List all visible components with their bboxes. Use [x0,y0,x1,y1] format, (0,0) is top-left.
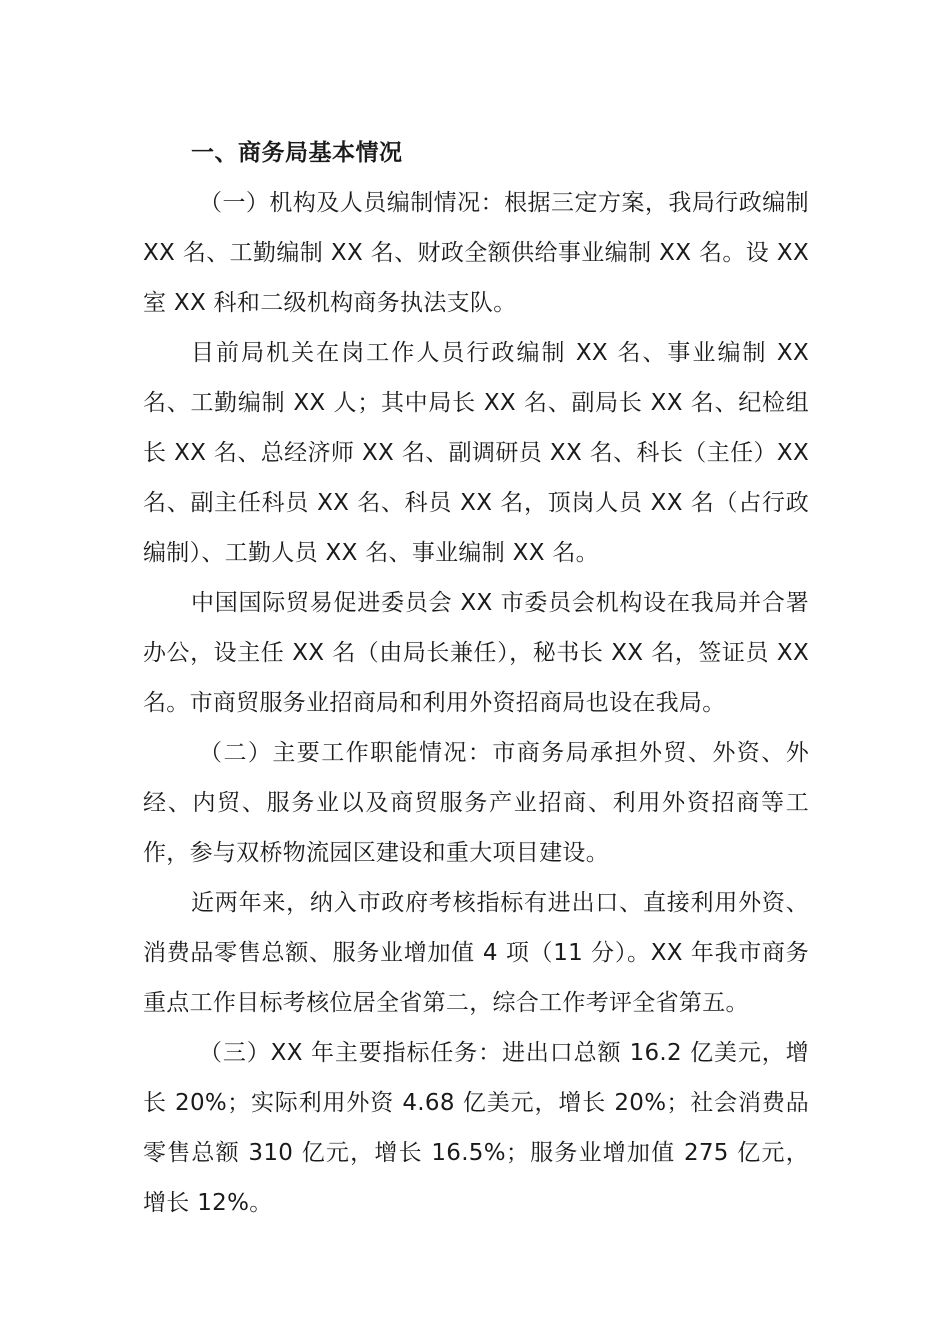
paragraph-staffing: （一）机构及人员编制情况：根据三定方案，我局行政编制 XX 名、工勤编制 XX 名、财政全额供给事业编制 XX 名。设 XX 室 XX 科和二级机构商务执法支队。 [143,190,809,316]
paragraph-functions: （二）主要工作职能情况：市商务局承担外贸、外资、外经、内贸、服务业以及商贸服务产业招商、利用外资招商等工作，参与双桥物流园区建设和重大项目建设。 [143,740,809,866]
document-body [143,128,809,1228]
section-heading: 一、商务局基本情况 [191,140,403,166]
paragraph-trade-council: 中国国际贸易促进委员会 XX 市委员会机构设在我局并合署办公，设主任 XX 名（由局长兼任），秘书长 XX 名，签证员 XX 名。市商贸服务业招商局和利用外资招商局也设在我局。 [143,590,809,716]
paragraph-current-staff: 目前局机关在岗工作人员行政编制 XX 名、事业编制 XX 名、工勤编制 XX 人；其中局长 XX 名、副局长 XX 名、纪检组长 XX 名、总经济师 XX 名、副调研员 XX 名、科长（主任）XX 名、副主任科员 XX 名、科员 XX 名，顶岗人员 XX 名（占行政编制）、工勤人员 XX 名、事业编制 XX 名。 [143,340,809,566]
paragraph-assessment: 近两年来，纳入市政府考核指标有进出口、直接利用外资、消费品零售总额、服务业增加值 4 项（11 分）。XX 年我市商务重点工作目标考核位居全省第二，综合工作考评全省第五。 [143,890,809,1016]
paragraph-targets: （三）XX 年主要指标任务：进出口总额 16.2 亿美元，增长 20%；实际利用外资 4.68 亿美元，增长 20%；社会消费品零售总额 310 亿元，增长 16.5%；服务业增加值 275 亿元，增长 12%。 [143,1040,809,1216]
